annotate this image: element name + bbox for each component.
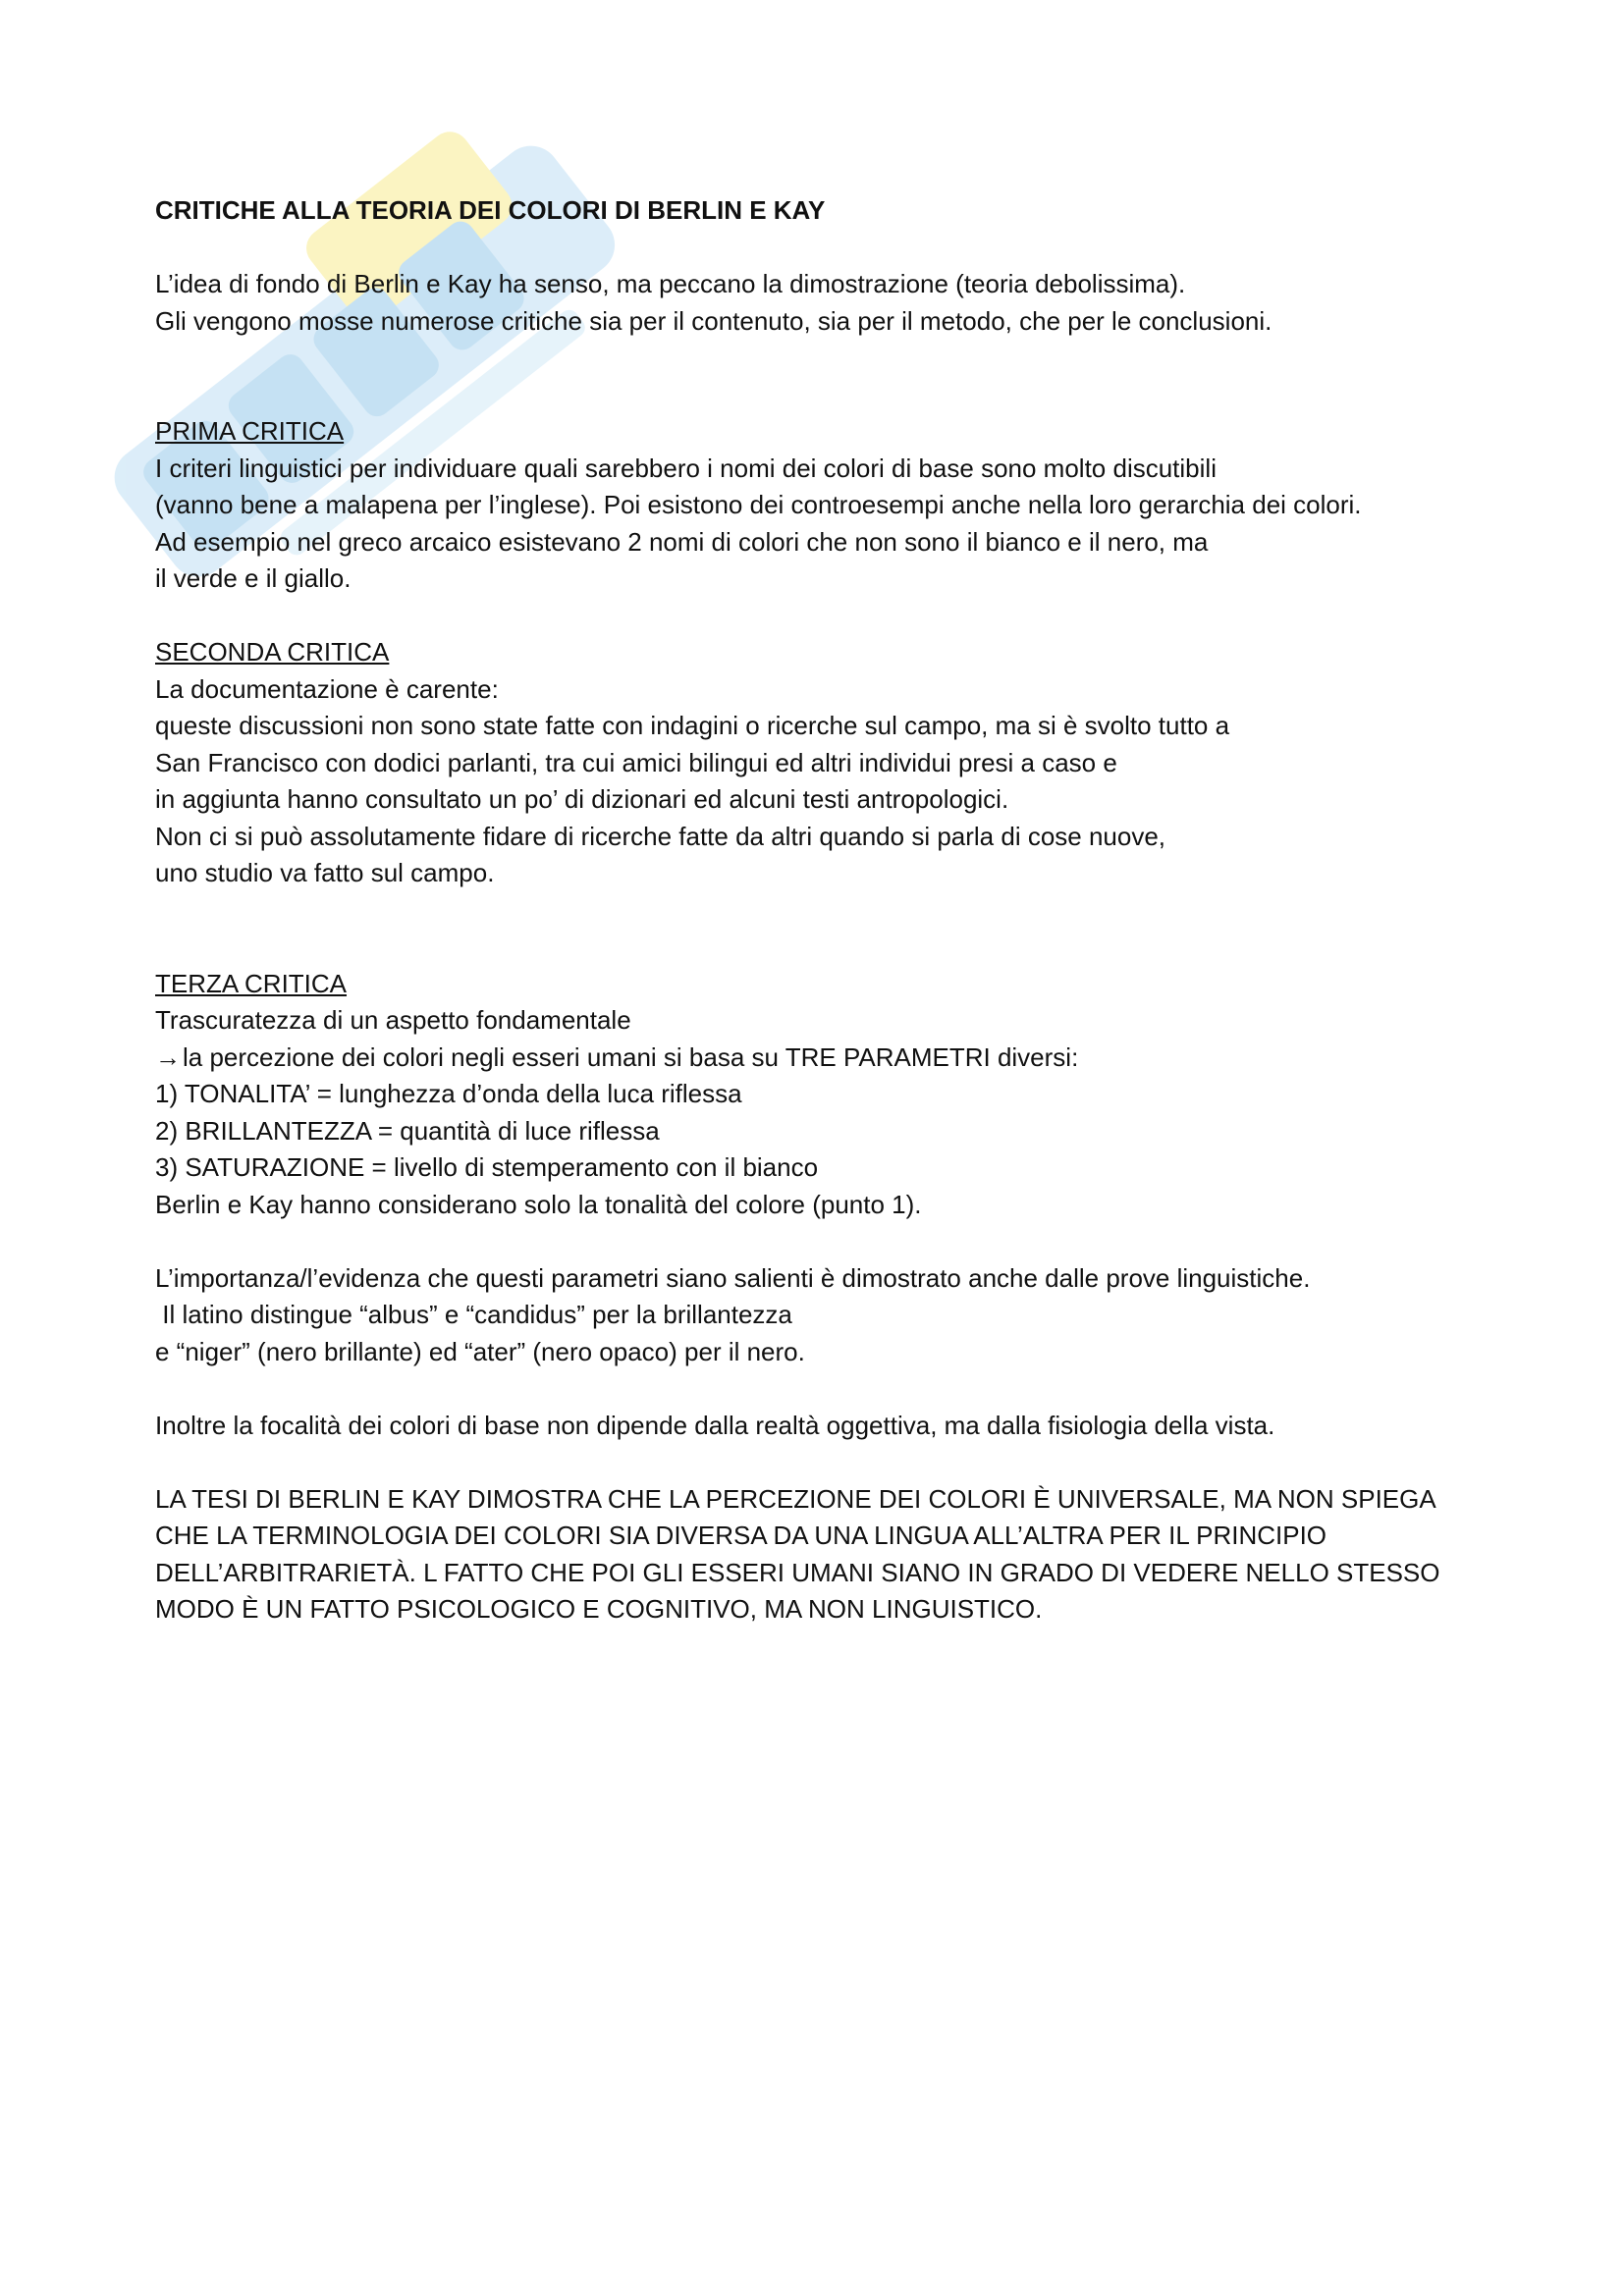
- paragraph-line: Inoltre la focalità dei colori di base non dipende dalla realtà oggettiva, ma dalla fisiologia della vista.: [155, 1410, 1275, 1440]
- paragraph-line: in aggiunta hanno consultato un po’ di dizionari ed alcuni testi antropologici.: [155, 784, 1009, 814]
- parameter-item: 3) SATURAZIONE = livello di stemperamento con il bianco: [155, 1152, 819, 1182]
- paragraph-line: Non ci si può assolutamente fidare di ricerche fatte da altri quando si parla di cose nuove,: [155, 821, 1166, 851]
- parameter-item: 2) BRILLANTEZZA = quantità di luce riflessa: [155, 1115, 660, 1146]
- paragraph-line: Il latino distingue “albus” e “candidus” per la brillantezza: [155, 1300, 792, 1329]
- conclusion-line: LA TESI DI BERLIN E KAY DIMOSTRA CHE LA PERCEZIONE DEI COLORI È UNIVERSALE, MA NON SPIEGA: [155, 1483, 1436, 1514]
- section-heading-seconda: SECONDA CRITICA: [155, 637, 390, 667]
- conclusion-line: CHE LA TERMINOLOGIA DEI COLORI SIA DIVERSA DA UNA LINGUA ALL’ALTRA PER IL PRINCIPIO: [155, 1521, 1327, 1550]
- document-body: [155, 192, 1510, 1629]
- paragraph-line: e “niger” (nero brillante) ed “ater” (nero opaco) per il nero.: [155, 1336, 805, 1366]
- paragraph-line: L’importanza/l’evidenza che questi parametri siano salienti è dimostrato anche dalle prove linguistiche.: [155, 1262, 1311, 1293]
- paragraph-line: I criteri linguistici per individuare quali sarebbero i nomi dei colori di base sono molto discutibili: [155, 453, 1217, 483]
- paragraph-line: (vanno bene a malapena per l’inglese). Poi esistono dei controesempi anche nella loro gerarchia dei colori.: [155, 490, 1362, 519]
- paragraph-line: queste discussioni non sono state fatte con indagini o ricerche sul campo, ma si è svolto tutto a: [155, 711, 1230, 740]
- paragraph-line: il verde e il giallo.: [155, 563, 352, 593]
- paragraph-line: San Francisco con dodici parlanti, tra cui amici bilingui ed altri individui presi a caso e: [155, 747, 1117, 777]
- section-heading-terza: TERZA CRITICA: [155, 968, 348, 998]
- paragraph-line: Ad esempio nel greco arcaico esistevano 2 nomi di colori che non sono il bianco e il nero, ma: [155, 526, 1209, 557]
- arrow-right-icon: →: [155, 1041, 181, 1072]
- conclusion-line: DELL’ARBITRARIETÀ. L FATTO CHE POI GLI ESSERI UMANI SIANO IN GRADO DI VEDERE NELLO STESSO: [155, 1557, 1440, 1587]
- paragraph-line: uno studio va fatto sul campo.: [155, 858, 495, 887]
- paragraph-line: Trascuratezza di un aspetto fondamentale: [155, 1005, 631, 1035]
- intro-line: L’idea di fondo di Berlin e Kay ha senso, ma peccano la dimostrazione (teoria debolissima).: [155, 269, 1186, 298]
- parameter-item: 1) TONALITA’ = lunghezza d’onda della luca riflessa: [155, 1079, 742, 1108]
- intro-line: Gli vengono mosse numerose critiche sia per il contenuto, sia per il metodo, che per le conclusioni.: [155, 305, 1272, 336]
- conclusion-line: MODO È UN FATTO PSICOLOGICO E COGNITIVO, MA NON LINGUISTICO.: [155, 1594, 1043, 1624]
- paragraph-line: Berlin e Kay hanno considerano solo la tonalità del colore (punto 1).: [155, 1189, 922, 1219]
- arrow-line-text: la percezione dei colori negli esseri umani si basa su TRE PARAMETRI diversi:: [183, 1041, 1079, 1072]
- section-heading-prima: PRIMA CRITICA: [155, 416, 345, 446]
- paragraph-line: La documentazione è carente:: [155, 673, 499, 704]
- arrow-line: [155, 1040, 1510, 1077]
- document-title: CRITICHE ALLA TEORIA DEI COLORI DI BERLIN E KAY: [155, 195, 826, 225]
